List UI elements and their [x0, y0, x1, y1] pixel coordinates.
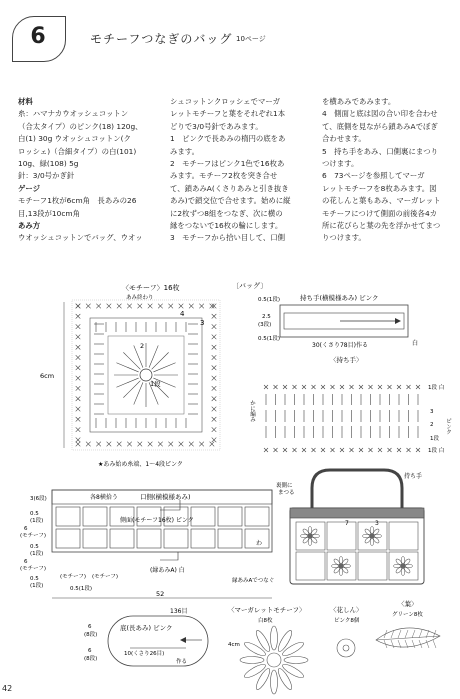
- instruction-line: て、底側を見ながら鎖あみAでぼぎ: [322, 121, 438, 131]
- base-label: 底(長あみ) ピンク: [120, 624, 173, 632]
- base-dim-2: (8段): [84, 632, 98, 638]
- instruction-line: 2 モチーフはピンク1色で16枚あ: [170, 159, 285, 169]
- instruction-line: モチーフにつけて側面の前後各4カ: [322, 208, 438, 218]
- bottom-dim: 0.5(1段): [70, 586, 93, 592]
- center-count: ピンク8個: [334, 618, 360, 624]
- instruction-line: シュコットンクロッシェでマーガ: [170, 97, 280, 106]
- flower-center-chart: [330, 605, 363, 657]
- body-dim-10: 0.5: [30, 576, 39, 582]
- page-title: モチーフつなぎのバッグ: [90, 32, 233, 46]
- handle-row-d: 1段: [430, 436, 439, 442]
- finished-bag-illustration: [276, 470, 424, 584]
- instruction-line: を横あみであみます。: [322, 97, 396, 106]
- motif-chart: [40, 283, 220, 468]
- instruction-line: ロッシェ)（合細タイプ）の白(101): [18, 146, 137, 156]
- handle-row-a: 1段 白: [428, 385, 445, 391]
- instruction-line: つけます。: [322, 159, 359, 169]
- bag-label: 〔バッグ〕: [232, 282, 268, 290]
- base-chain: 10(くさり26目): [124, 651, 165, 657]
- instruction-line: 5 持ち手をあみ、口側裏にまつり: [322, 146, 439, 156]
- handle-chart-label: 〈持ち手〉: [330, 356, 363, 364]
- pickup-note: 各8横拾う: [90, 494, 118, 501]
- finished-handle-label: 持ち手: [404, 473, 423, 480]
- instruction-line: 所に花びらと葉の先を浮かせてまつ: [322, 221, 441, 231]
- instruction-line: みます。モチーフ2枚を突き合せ: [170, 171, 278, 181]
- base-dim-1: 6: [88, 624, 92, 630]
- instruction-line: ゲージ: [18, 183, 41, 193]
- instruction-line: あみ方: [18, 221, 41, 231]
- motif-caption: ★あみ始め糸端、1〜4段ピンク: [98, 461, 183, 468]
- body-dim-4: 6: [24, 526, 28, 532]
- motif-dim-1: (モチーフ): [60, 574, 87, 580]
- base-diagram: [84, 607, 208, 666]
- edge-label: (縁あみA) 白: [150, 567, 185, 574]
- instruction-line: モチーフ1枚が6cm角 長あみの26: [18, 196, 137, 206]
- handle-chain: 30(くさり78目)作る: [312, 342, 368, 349]
- body-dim-11: (1段): [30, 583, 44, 589]
- margaret-motif-chart: [228, 606, 308, 694]
- margaret-count: 白8枚: [258, 618, 273, 624]
- instruction-line: （合太タイプ）のピンク(18) 120g、: [18, 121, 143, 131]
- instruction-line: 材料: [18, 97, 33, 106]
- instruction-line: ウオッシュコットンでバッグ、ウオッ: [18, 233, 143, 243]
- handle-row-c: 2: [430, 422, 434, 428]
- motif-row-4: 4: [180, 310, 185, 318]
- handle-diagram: [232, 282, 418, 349]
- body-dim-1: 3(6段): [30, 496, 47, 502]
- instruction-line: 縁をつないで16枚の輪にします。: [170, 221, 283, 231]
- chapter-number: 6: [30, 24, 46, 49]
- instruction-line: 3 モチーフから拾い目して、口側: [170, 233, 286, 243]
- finished-num-7: 7: [345, 520, 349, 527]
- handle-white: 白: [412, 340, 419, 347]
- width-dim: 52: [156, 590, 165, 598]
- kani-label: かに編み: [249, 400, 255, 422]
- handle-side-color: ピンク: [445, 418, 451, 435]
- base-dim-3: 6: [88, 648, 92, 654]
- body-dim-7: (1段): [30, 551, 44, 557]
- instruction-line: どりで3/0号針であみます。: [170, 121, 263, 131]
- instruction-line: に2枚ずつ8組をつなぎ、次に横の: [170, 208, 283, 218]
- handle-title: 持ち手(横模様あみ) ピンク: [300, 294, 379, 302]
- instruction-line: 糸：ハマナカウオッシュコットン: [18, 109, 129, 119]
- instruction-line: レットモチーフと葉をそれぞれ1本: [170, 109, 286, 119]
- instruction-line: りつけます。: [322, 233, 366, 243]
- instruction-line: 4 側面と底は図の合い印を合わせ: [322, 109, 438, 119]
- motif-dim-2: (モチーフ): [92, 574, 119, 580]
- instruction-line: 合わせます。: [322, 134, 366, 144]
- instruction-line: みます。: [170, 146, 199, 156]
- page-number: 42: [2, 684, 13, 693]
- handle-stitch-chart: [249, 355, 452, 454]
- wa-label: わ: [256, 540, 263, 547]
- instruction-line: 針：3/0号かぎ針: [18, 171, 75, 181]
- handle-dim-1: 0.5(1段): [258, 297, 281, 303]
- handle-dim-4: 0.5(1段): [258, 336, 281, 342]
- motif-label: 〈モチーフ〉16枚: [122, 284, 180, 292]
- bag-body-diagram: [20, 490, 274, 598]
- body-dim-5: (モチーフ): [20, 533, 47, 539]
- leaf-count: グリーン8枚: [392, 612, 423, 618]
- motif-end-note: あみ終わり: [126, 295, 154, 301]
- finished-attach-label: 裏側に まつる: [276, 483, 295, 496]
- body-dim-2: 0.5: [30, 511, 39, 517]
- motif-row-3: 3: [200, 319, 205, 327]
- base-dim-4: (8段): [84, 656, 98, 662]
- instruction-line: レットモチーフを8枚あみます。図: [322, 183, 437, 193]
- handle-row-e: 1段 白: [428, 448, 445, 454]
- instruction-line: 10g、緑(108) 5g: [18, 159, 79, 169]
- leaf-chart: [376, 599, 440, 648]
- margaret-label: 〈マーガレットモチーフ〉: [228, 606, 306, 614]
- instruction-line: 1 ピンクで長あみの楕円の底をあ: [170, 134, 286, 144]
- instruction-line: 6 73ページを参照してマーガ: [322, 171, 425, 181]
- instruction-line: 白(1) 30g ウオッシュコットン(ク: [18, 134, 131, 144]
- mouth-label: 口側(横模様あみ): [140, 493, 191, 501]
- margaret-dim: 4cm: [228, 642, 240, 648]
- handle-row-b: 3: [430, 409, 434, 415]
- motif-row-2: 2: [140, 342, 145, 350]
- body-dim-8: 6: [24, 559, 28, 565]
- finished-num-3: 3: [375, 520, 379, 527]
- leaf-label: 〈葉〉: [398, 600, 418, 608]
- instruction-line: の花しんと葉もあみ、マーガレット: [322, 196, 441, 206]
- handle-dim-3: (3段): [258, 322, 272, 328]
- instruction-line: て、鎖あみA(くさりあみと引き抜き: [170, 183, 289, 193]
- instruction-line: 目,13段が10cm角: [18, 208, 80, 218]
- instruction-line: あみ)で鎖交位で合せます。始めに縦: [170, 196, 291, 206]
- side-label: 側面(モチーフ16枚) ピンク: [120, 517, 194, 524]
- page-reference: 10ページ: [236, 35, 266, 43]
- motif-row-1: 1段: [150, 380, 161, 388]
- motif-size: 6cm: [40, 372, 55, 380]
- base-count: 136目: [170, 608, 188, 615]
- body-dim-3: (1段): [30, 518, 44, 524]
- handle-dim-2: 2.5: [262, 314, 271, 320]
- base-make: 作る: [176, 659, 188, 665]
- center-label: 〈花しん〉: [330, 606, 363, 614]
- body-dim-9: (モチーフ): [20, 566, 47, 572]
- edge-join-label: 縁あみAでつなぐ: [232, 578, 275, 584]
- body-dim-6: 0.5: [30, 544, 39, 550]
